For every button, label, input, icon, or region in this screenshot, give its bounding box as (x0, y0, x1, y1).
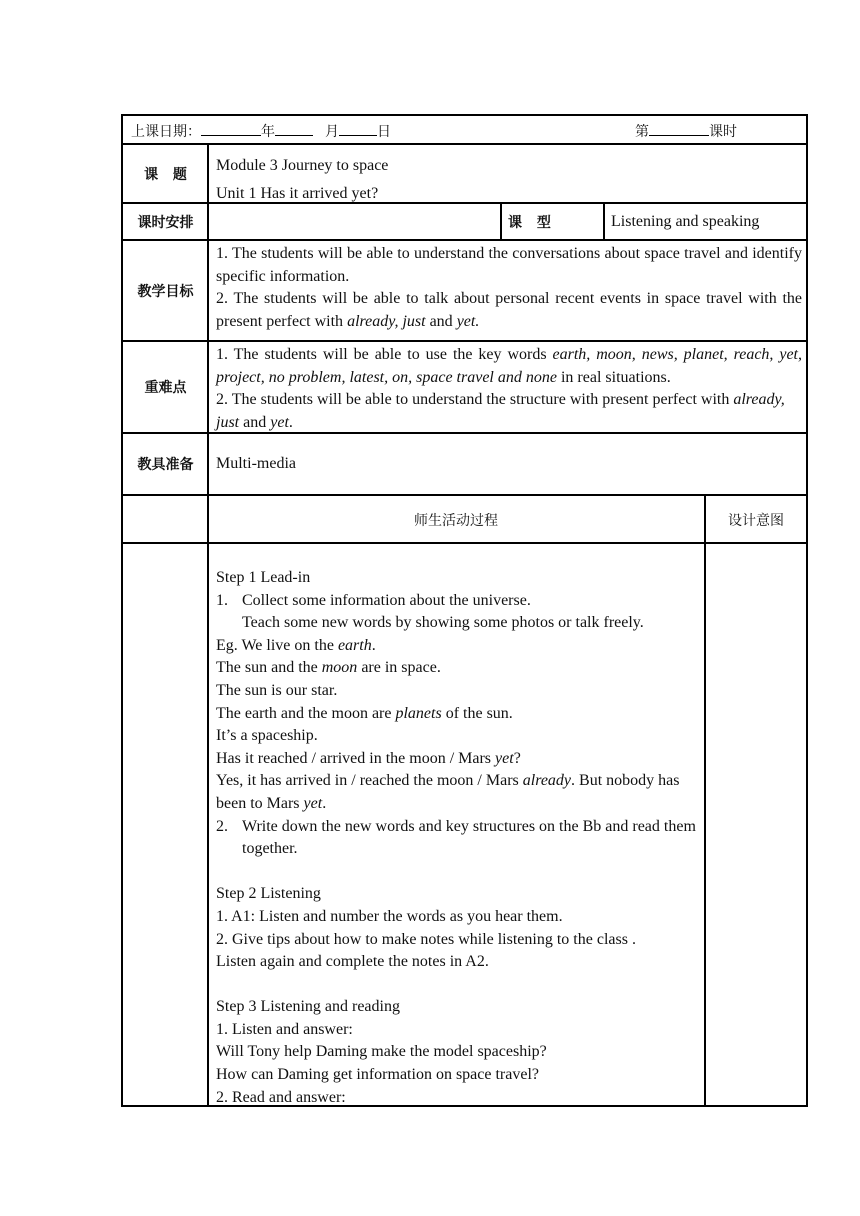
type-label: 课 型 (508, 215, 551, 231)
schedule-label: 课时安排 (137, 214, 194, 231)
process-header-row (123, 496, 806, 544)
example-line-4: The earth and the moon are planets of the sun. (216, 704, 513, 722)
type-value: Listening and speaking (611, 213, 760, 230)
example-line-7: Yes, it has arrived in / reached the moon / Mars already. But nobody has been to Mars yet. (216, 772, 680, 812)
step3-line-1: 1. Listen and answer: (216, 1020, 353, 1038)
step2-title: Step 2 Listening (216, 885, 321, 903)
objectives-content (216, 243, 802, 333)
year-blank[interactable] (201, 121, 261, 136)
step3-line-3: How can Daming get information on space travel? (216, 1066, 539, 1084)
key-points-content (216, 344, 802, 434)
objectives-label: 教学目标 (137, 283, 194, 300)
design-column-header: 设计意图 (728, 513, 784, 529)
design-intent-cell[interactable] (706, 544, 806, 1105)
period-line (635, 121, 737, 141)
example-line-2: The sun and the moon are in space. (216, 659, 441, 677)
materials-row (123, 434, 806, 496)
topic-row (123, 145, 806, 204)
materials-label: 教具准备 (137, 457, 194, 473)
day-label: 日 (377, 124, 391, 140)
step3-line-4: 2. Read and answer: (216, 1088, 346, 1106)
date-row (123, 116, 806, 145)
month-label: 月 (325, 124, 339, 140)
objectives-row (123, 241, 806, 342)
topic-label: 课 题 (144, 166, 187, 183)
lesson-plan-table (121, 114, 808, 1107)
example-line-5: It’s a spaceship. (216, 727, 318, 745)
day-blank[interactable] (339, 121, 377, 136)
objective-2: 2. The students will be able to talk about personal recent events in space travel with the present perfect with already, just and yet. (216, 290, 802, 330)
step2-line-1: 1. A1: Listen and number the words as you hear them. (216, 907, 563, 925)
step1-title: Step 1 Lead-in (216, 569, 311, 586)
date-line (131, 121, 391, 141)
process-content (216, 567, 698, 1109)
example-line-1: Eg. We live on the earth. (216, 636, 376, 654)
month-blank-a (275, 121, 313, 136)
materials-value: Multi-media (216, 455, 296, 472)
example-line-3: The sun is our star. (216, 681, 338, 699)
topic-content (216, 152, 801, 208)
module-title: Module 3 Journey to space (216, 157, 389, 174)
step3-line-2: Will Tony help Daming make the model spaceship? (216, 1043, 547, 1061)
step1-item-2: 2. Write down the new words and key structures on the Bb and read them together. (216, 817, 696, 858)
key-point-2: 2. The students will be able to understand the structure with present perfect with already, just and yet. (216, 391, 785, 431)
period-suffix: 课时 (709, 124, 737, 140)
step1-item-1b: Teach some new words by showing some photos or talk freely. (242, 614, 644, 632)
period-blank[interactable] (649, 121, 709, 136)
objective-1: 1. The students will be able to understand the conversations about space travel and identify specific information. (216, 245, 802, 285)
key-points-label: 重难点 (144, 380, 187, 396)
key-point-1: 1. The students will be able to use the key words earth, moon, news, planet, reach, yet, project, no problem, latest, on, space travel and none in real situations. (216, 346, 803, 386)
period-prefix: 第 (635, 124, 649, 140)
step1-item-1: 1. Collect some information about the universe. (216, 591, 531, 609)
step3-title: Step 3 Listening and reading (216, 998, 400, 1016)
example-line-6: Has it reached / arrived in the moon / Mars yet? (216, 749, 521, 767)
schedule-row (123, 204, 806, 241)
process-body-row (123, 544, 806, 1105)
process-column-header: 师生活动过程 (414, 513, 498, 529)
year-label: 年 (261, 124, 275, 140)
unit-title: Unit 1 Has it arrived yet? (216, 185, 379, 202)
step2-line-3: Listen again and complete the notes in A2. (216, 953, 489, 971)
step2-line-2: 2. Give tips about how to make notes while listening to the class . (216, 930, 636, 948)
date-label: 上课日期： (131, 124, 201, 140)
key-points-row (123, 342, 806, 434)
